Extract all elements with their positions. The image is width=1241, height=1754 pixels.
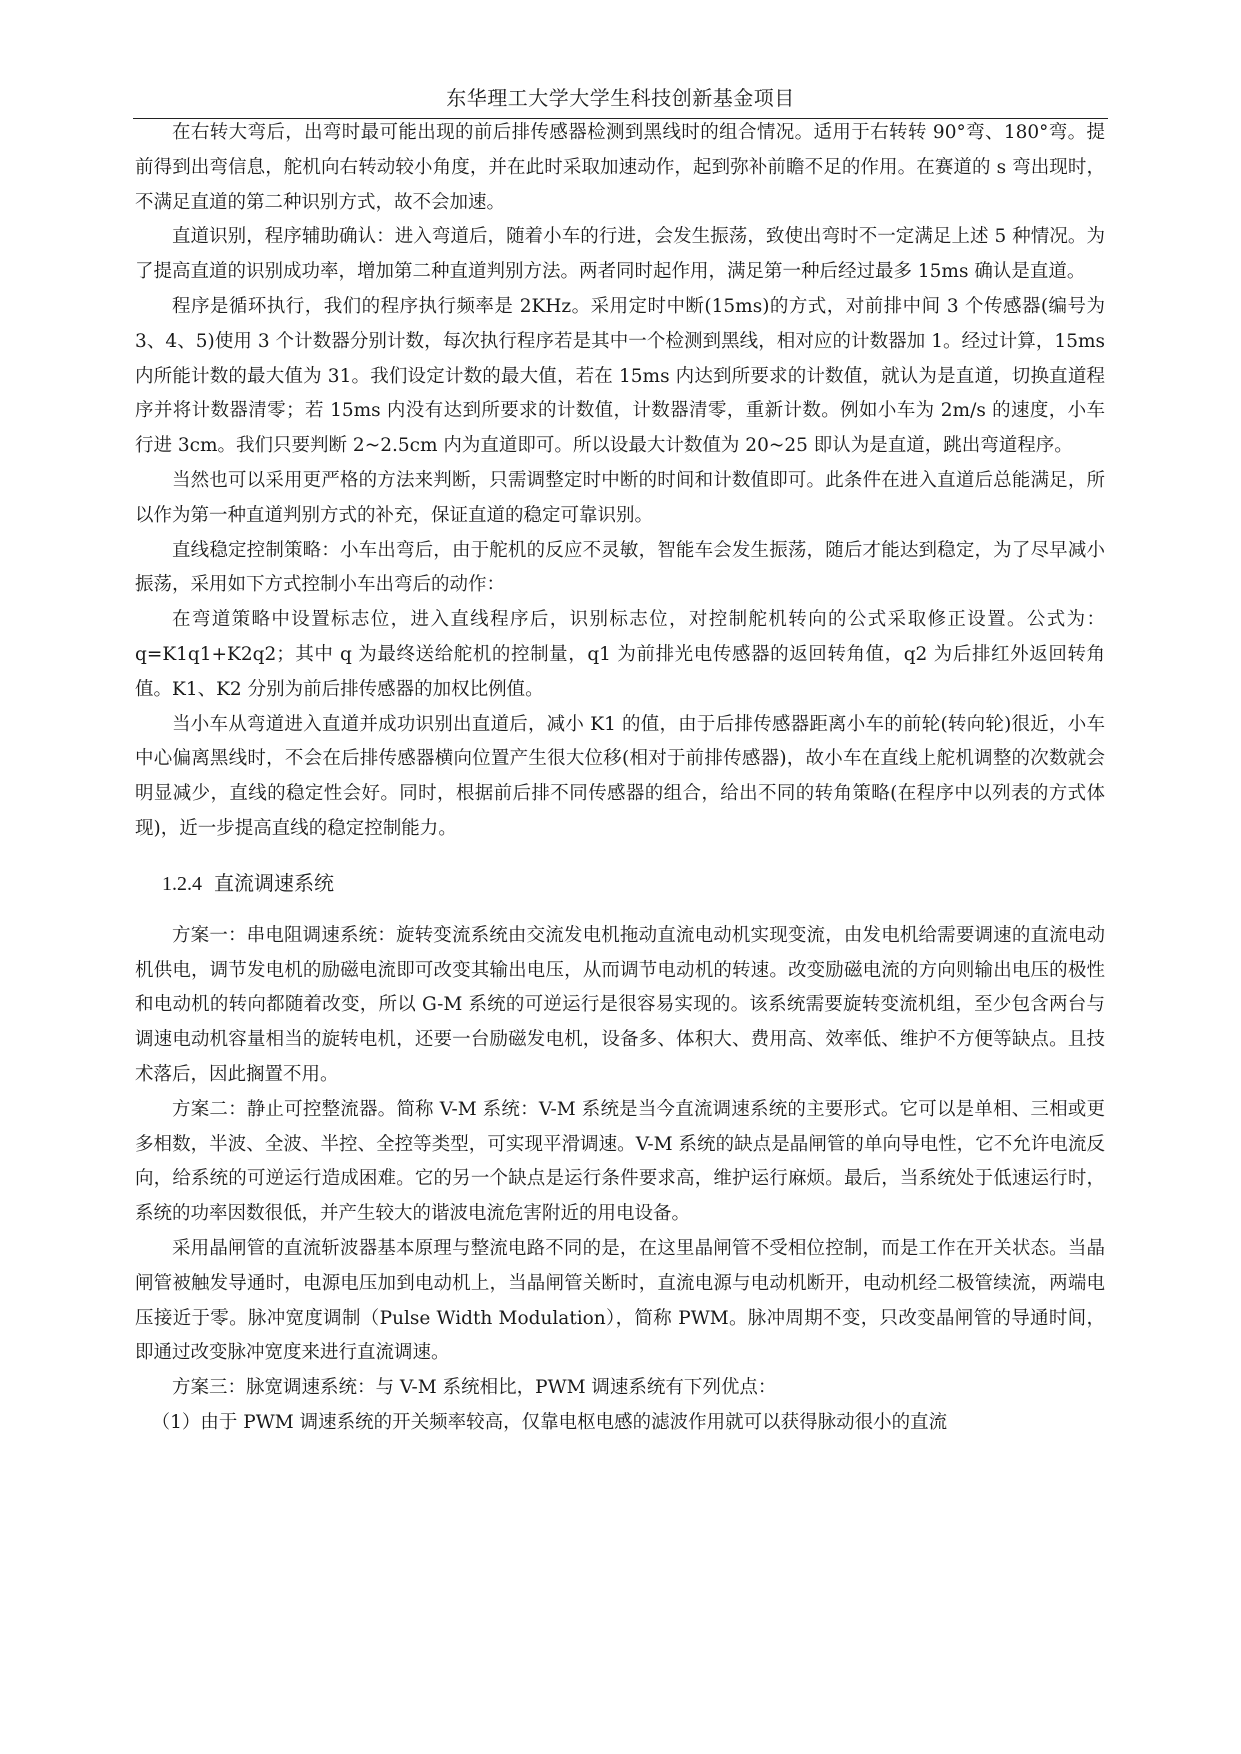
paragraph-scheme-two: 方案二：静止可控整流器。简称 V-M 系统：V-M 系统是当今直流调速系统的主要形式。它可以是单相、三相或更多相数，半波、全波、半控、全控等类型，可实现平滑调速。V-M 系统的缺点是晶闸管的单向导电性，它不允许电流反向，给系统的可逆运行造成困难。它的另一个缺点是运行条件要求高，维护运行麻烦。最后，当系统处于低速运行时，系统的功率因数很低，并产生较大的谐波电流危害附近的用电设备。 — [135, 1098, 1105, 1225]
paragraph-stricter-method: 当然也可以采用更严格的方法来判断，只需调整定时中断的时间和计数值即可。此条件在进入直道后总能满足，所以作为第一种直道判别方式的补充，保证直道的稳定可靠识别。 — [135, 469, 1105, 526]
list-item-advantage-1: （1）由于 PWM 调速系统的开关频率较高，仅靠电枢电感的滤波作用就可以获得脉动很小的直流 — [151, 1411, 948, 1433]
section-title: 直流调速系统 — [214, 870, 334, 895]
paragraph-scheme-three: 方案三：脉宽调速系统：与 V-M 系统相比，PWM 调速系统有下列优点： — [172, 1377, 777, 1399]
section-heading — [135, 866, 1105, 901]
page-header: 东华理工大学大学生科技创新基金项目 — [446, 86, 795, 110]
paragraph-straight-recognition: 直道识别，程序辅助确认：进入弯道后，随着小车的行进，会发生振荡，致使出弯时不一定满足上述 5 种情况。为了提高直道的识别成功率，增加第二种直道判别方法。两者同时起作用，满足第一种后经过最多 15ms 确认是直道。 — [135, 226, 1105, 283]
paragraph-scheme-one: 方案一：串电阻调速系统：旋转变流系统由交流发电机拖动直流电动机实现变流，由发电机给需要调速的直流电动机供电，调节发电机的励磁电流即可改变其输出电压，从而调节电动机的转速。改变励磁电流的方向则输出电压的极性和电动机的转向都随着改变，所以 G-M 系统的可逆运行是很容易实现的。该系统需要旋转变流机组，至少包含两台与调速电动机容量相当的旋转电机，还要一台励磁发电机，设备多、体积大、费用高、效率低、维护不方便等缺点。且技术落后，因此搁置不用。 — [135, 924, 1105, 1085]
paragraph-timer-counting: 程序是循环执行，我们的程序执行频率是 2KHz。采用定时中断(15ms)的方式，对前排中间 3 个传感器(编号为 3、4、5)使用 3 个计数器分别计数，每次执行程序若是其中一个检测到黑线，相对应的计数器加 1。经过计算，15ms 内所能计数的最大值为 31。我们设定计数的最大值，若在 15ms 内达到所要求的计数值，就认为是直道，切换直道程序并将计数器清零；若 15ms 内没有达到所要求的计数值，计数器清零，重新计数。例如小车为 2m/s 的速度，小车行进 3cm。我们只要判断 2~2.5cm 内为直道即可。所以设最大计数值为 20~25 即认为是直道，跳出弯道程序。 — [135, 295, 1105, 457]
paragraph-right-turn-exit: 在右转大弯后，出弯时最可能出现的前后排传感器检测到黑线时的组合情况。适用于右转转 90°弯、180°弯。提前得到出弯信息，舵机向右转动较小角度，并在此时采取加速动作，起到弥补前瞻不足的作用。在赛道的 s 弯出现时，不满足直道的第二种识别方式，故不会加速。 — [135, 122, 1105, 213]
paragraph-thyristor-chopper: 采用晶闸管的直流斩波器基本原理与整流电路不同的是，在这里晶闸管不受相位控制，而是工作在开关状态。当晶闸管被触发导通时，电源电压加到电动机上，当晶闸管关断时，直流电源与电动机断开，电动机经二极管续流，两端电压接近于零。脉冲宽度调制（Pulse Width Modulation），简称 PWM。脉冲周期不变，只改变晶闸管的导通时间，即通过改变脉冲宽度来进行直流调速。 — [135, 1237, 1105, 1364]
document-body — [135, 116, 1105, 1441]
paragraph-flag-formula: 在弯道策略中设置标志位，进入直线程序后，识别标志位，对控制舵机转向的公式采取修正设置。公式为：q=K1q1+K2q2；其中 q 为最终送给舵机的控制量，q1 为前排光电传感器的返回转角值，q2 为后排红外返回转角值。K1、K2 分别为前后排传感器的加权比例值。 — [135, 609, 1105, 700]
section-number: 1.2.4 — [162, 872, 202, 895]
paragraph-reduce-k1: 当小车从弯道进入直道并成功识别出直道后，减小 K1 的值，由于后排传感器距离小车的前轮(转向轮)很近，小车中心偏离黑线时，不会在后排传感器横向位置产生很大位移(相对于前排传感器)，故小车在直线上舵机调整的次数就会明显减少，直线的稳定性会好。同时，根据前后排不同传感器的组合，给出不同的转角策略(在程序中以列表的方式体现)，近一步提高直线的稳定控制能力。 — [135, 713, 1105, 839]
paragraph-straight-stability-strategy: 直线稳定控制策略：小车出弯后，由于舵机的反应不灵敏，智能车会发生振荡，随后才能达到稳定，为了尽早减小振荡，采用如下方式控制小车出弯后的动作： — [135, 539, 1105, 596]
